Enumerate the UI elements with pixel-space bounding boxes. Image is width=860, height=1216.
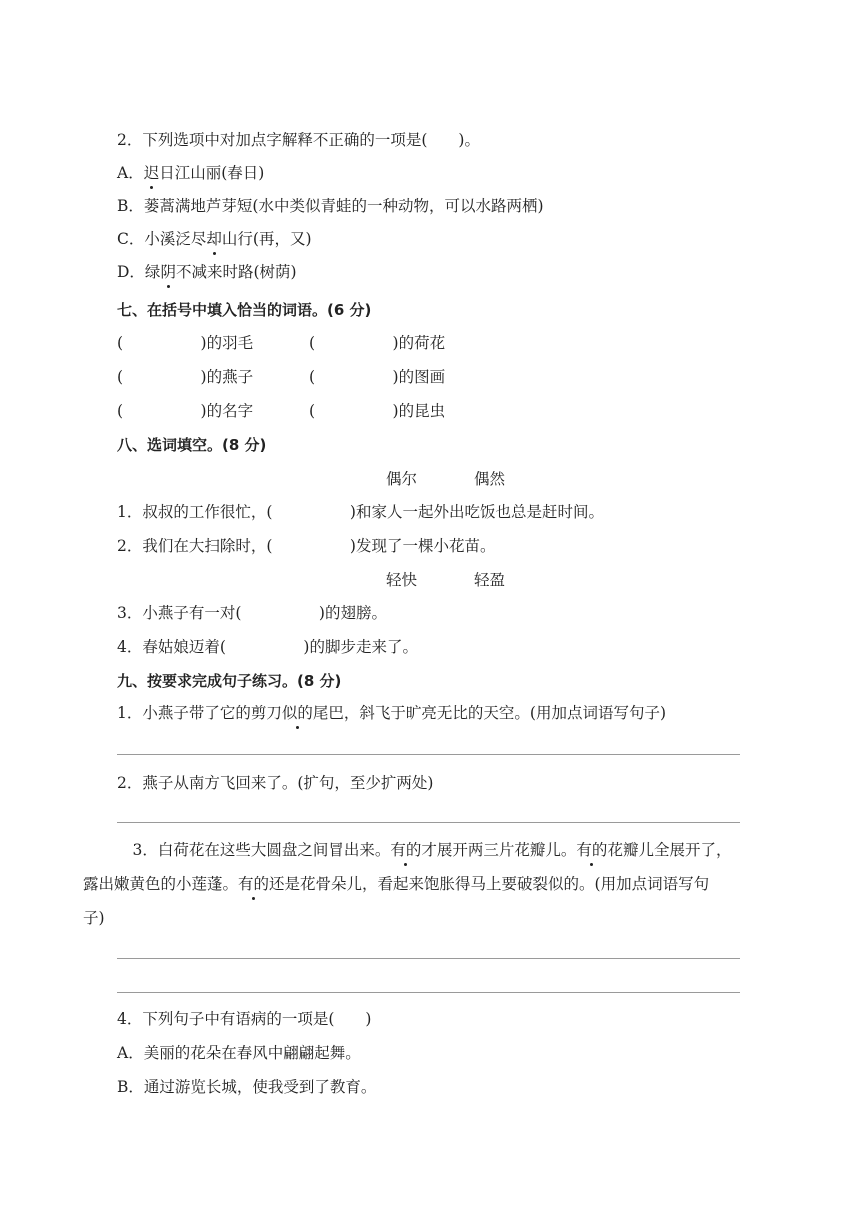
exercise-3-line-2: 露出嫩黄色的小莲蓬。有的还是花骨朵儿，看起来饱胀得马上要破裂似的。(用加点词语写句 (83, 875, 710, 893)
answer-line[interactable] (117, 822, 740, 823)
answer-line[interactable] (117, 958, 740, 959)
option-a: A．迟日江山丽(春日) (117, 164, 265, 182)
dotted-char: 却 (206, 230, 222, 248)
fill-blank[interactable]: ( )的图画 (309, 368, 446, 386)
exercise-1: 1．小燕子带了它的剪刀似的尾巴，斜飞于旷亮无比的天空。(用加点词语写句子) (117, 704, 666, 722)
fill-blank[interactable]: ( )的羽毛 (117, 334, 254, 352)
sentence: 2．我们在大扫除时，( )发现了一棵小花苗。 (117, 537, 496, 555)
dotted-char: 迟 (143, 164, 160, 182)
fill-blank[interactable]: ( )的燕子 (117, 368, 254, 386)
answer-line[interactable] (117, 754, 740, 755)
fill-blank[interactable]: ( )的名字 (117, 402, 254, 420)
dotted-word: 有的 (238, 875, 270, 893)
dotted-word: 有的 (390, 841, 422, 859)
word-option: 轻快 (386, 571, 418, 589)
fill-blank[interactable]: ( )的荷花 (309, 334, 446, 352)
dotted-word: 有的 (576, 841, 608, 859)
question-stem: 2．下列选项中对加点字解释不正确的一项是( )。 (117, 131, 480, 149)
option-b: B．蒌蒿满地芦芽短(水中类似青蛙的一种动物，可以水路两栖) (117, 197, 544, 215)
exercise-3-line-3: 子) (83, 909, 105, 927)
exercise-3-line-1: 3．白荷花在这些大圆盘之间冒出来。有的才展开两三片花瓣儿。有的花瓣儿全展开了， (132, 841, 732, 859)
sentence: 4．春姑娘迈着( )的脚步走来了。 (117, 638, 418, 656)
exercise-2: 2．燕子从南方飞回来了。(扩句，至少扩两处) (117, 774, 434, 792)
sentence: 1．叔叔的工作很忙，( )和家人一起外出吃饭也总是赶时间。 (117, 503, 604, 521)
section-8-heading: 八、选词填空。(8 分) (117, 436, 267, 454)
option-a: A．美丽的花朵在春风中翩翩起舞。 (117, 1044, 361, 1062)
dotted-char: 阴 (160, 263, 176, 281)
option-d: D．绿阴不减来时路(树荫) (117, 263, 297, 281)
section-9-heading: 九、按要求完成句子练习。(8 分) (117, 672, 342, 690)
word-option: 偶然 (474, 470, 506, 488)
word-option: 偶尔 (386, 470, 418, 488)
exercise-4: 4．下列句子中有语病的一项是( ) (117, 1010, 372, 1028)
dotted-word: 似的 (281, 704, 313, 722)
option-c: C．小溪泛尽却山行(再，又) (117, 230, 312, 248)
word-option: 轻盈 (474, 571, 506, 589)
answer-line[interactable] (117, 992, 740, 993)
fill-blank[interactable]: ( )的昆虫 (309, 402, 446, 420)
sentence: 3．小燕子有一对( )的翅膀。 (117, 604, 387, 622)
section-7-heading: 七、在括号中填入恰当的词语。(6 分) (117, 301, 372, 319)
option-b: B．通过游览长城，使我受到了教育。 (117, 1078, 377, 1096)
